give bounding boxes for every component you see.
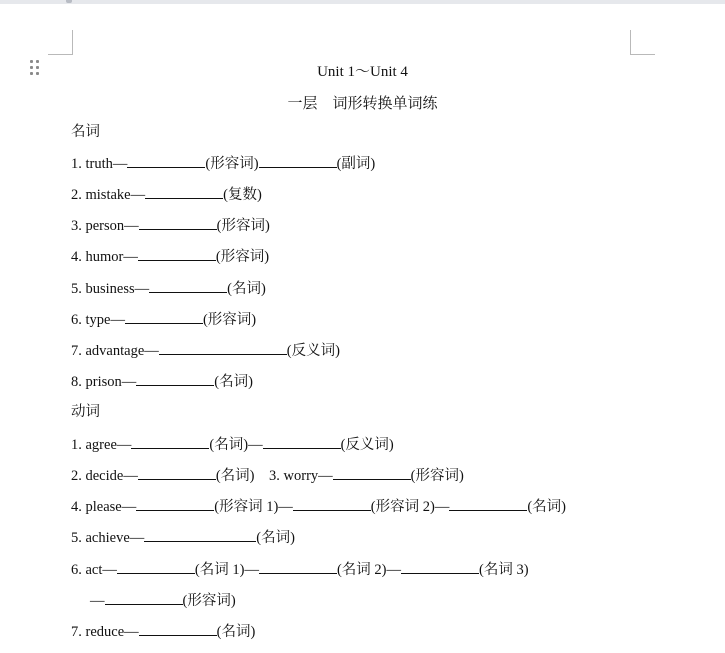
answer-blank[interactable] (263, 434, 341, 449)
page-margin-corner-left (48, 30, 73, 55)
answer-blank[interactable] (139, 621, 217, 636)
answer-blank[interactable] (259, 559, 337, 574)
answer-blank[interactable] (145, 184, 223, 199)
answer-blank[interactable] (449, 496, 527, 511)
ruler-bar (0, 0, 725, 4)
list-item: 1. agree— (名词)— (反义词) (71, 434, 394, 455)
answer-blank[interactable] (131, 434, 209, 449)
document-subtitle: 一层 词形转换单词练 (287, 96, 438, 112)
answer-blank[interactable] (127, 153, 205, 168)
page-margin-corner-right (630, 30, 655, 55)
answer-blank[interactable] (159, 340, 287, 355)
list-item: 7. advantage— (反义词) (71, 340, 340, 361)
answer-blank[interactable] (138, 465, 216, 480)
document-title: Unit 1～Unit 4 (317, 64, 408, 80)
answer-blank[interactable] (333, 465, 411, 480)
answer-blank[interactable] (401, 559, 479, 574)
section-heading-verbs: 动词 (71, 404, 100, 420)
list-item: 2. mistake— (复数) (71, 184, 262, 205)
section-heading-nouns: 名词 (71, 124, 100, 140)
list-item: 5. business— (名词) (71, 278, 266, 299)
list-item: 8. prison— (名词) (71, 371, 253, 392)
answer-blank[interactable] (105, 590, 183, 605)
list-item: 6. type— (形容词) (71, 309, 256, 330)
list-item: 7. reduce— (名词) (71, 621, 255, 642)
ruler-marker[interactable] (66, 0, 72, 3)
list-item: 4. humor— (形容词) (71, 246, 269, 267)
list-item: 3. person— (形容词) (71, 215, 270, 236)
list-item: 5. achieve— (名词) (71, 527, 295, 548)
answer-blank[interactable] (139, 215, 217, 230)
answer-blank[interactable] (117, 559, 195, 574)
answer-blank[interactable] (136, 496, 214, 511)
list-item: 4. please— (形容词 1)— (形容词 2)— (名词) (71, 496, 566, 517)
answer-blank[interactable] (138, 246, 216, 261)
list-item-continuation: — (形容词) (90, 590, 236, 611)
answer-blank[interactable] (144, 527, 256, 542)
answer-blank[interactable] (149, 278, 227, 293)
answer-blank[interactable] (259, 153, 337, 168)
list-item: 6. act— (名词 1)— (名词 2)— (名词 3) (71, 559, 529, 580)
answer-blank[interactable] (125, 309, 203, 324)
answer-blank[interactable] (136, 371, 214, 386)
list-item: 2. decide— (名词) 3. worry— (形容词) (71, 465, 464, 486)
list-item: 1. truth— (形容词) (副词) (71, 153, 375, 174)
answer-blank[interactable] (293, 496, 371, 511)
